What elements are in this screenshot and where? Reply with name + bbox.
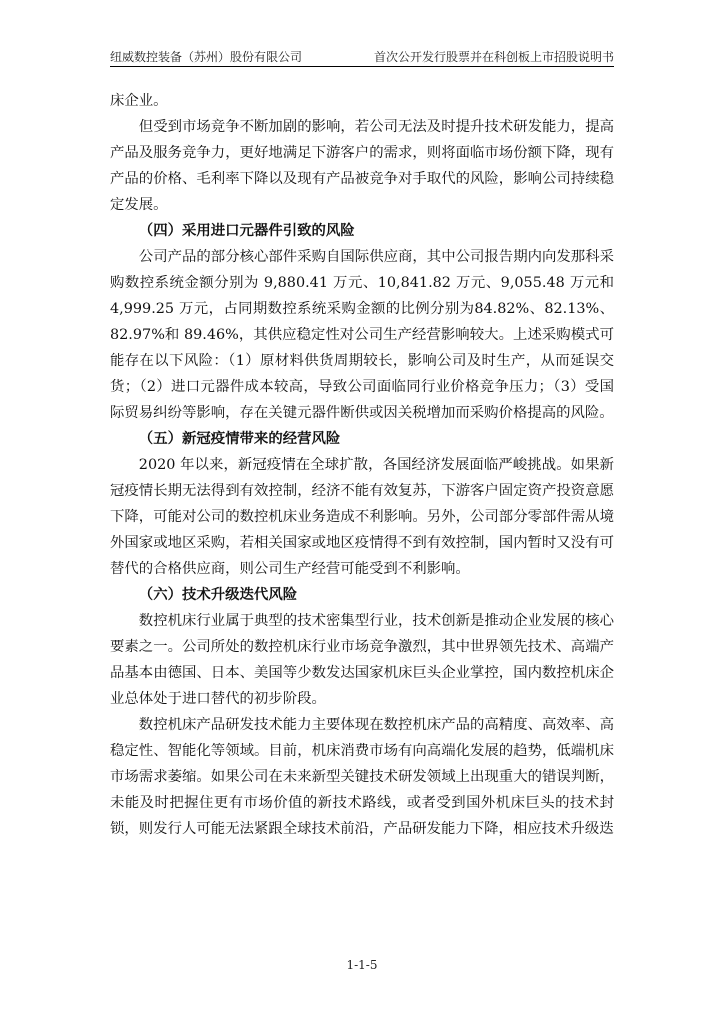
paragraph-continued: 床企业。 [110,93,168,109]
section-heading-imported-components: （四）采用进口元器件引致的风险 [138,223,355,239]
header-document-title: 首次公开发行股票并在科创板上市招股说明书 [373,50,614,64]
page-header [110,44,614,67]
paragraph-imported-components: 公司产品的部分核心部件采购自国际供应商，其中公司报告期内向发那科采购数控系统金额分别为 9,880.41 万元、10,841.82 万元、9,055.48 万元和 4,999.25 万元，占同期数控系统采购金额的比例分别为84.82%、82.13%、82.97%和 89.46%，其供应稳定性对公司生产经营影响较大。上述采购模式可能存在以下风险：（1）原材料供货周期较长，影响公司及时生产，从而延误交货；（2）进口元器件成本较高，导致公司面临同行业价格竞争压力；（3）受国际贸易纠纷等影响，存在关键元器件断供或因关税增加而采购价格提高的风险。 [110,249,614,421]
paragraph-tech-industry: 数控机床行业属于典型的技术密集型行业，技术创新是推动企业发展的核心要素之一。公司所处的数控机床行业市场竞争激烈，其中世界领先技术、高端产品基本由德国、日本、美国等少数发达国家机床巨头企业掌控，国内数控机床企业总体处于进口替代的初步阶段。 [110,613,614,707]
paragraph-covid: 2020 年以来，新冠疫情在全球扩散，各国经济发展面临严峻挑战。如果新冠疫情长期无法得到有效控制，经济不能有效复苏，下游客户固定资产投资意愿下降，可能对公司的数控机床业务造成不利影响。另外，公司部分零部件需从境外国家或地区采购，若相关国家或地区疫情得不到有效控制，国内暂时又没有可替代的合格供应商，则公司生产经营可能受到不利影响。 [110,457,614,577]
paragraph-market-competition: 但受到市场竞争不断加剧的影响，若公司无法及时提升技术研发能力，提高产品及服务竞争力，更好地满足下游客户的需求，则将面临市场份额下降，现有产品的价格、毛利率下降以及现有产品被竞争对手取代的风险，影响公司持续稳定发展。 [110,119,614,213]
section-heading-covid: （五）新冠疫情带来的经营风险 [138,431,341,447]
page-number: 1-1-5 [346,958,378,972]
header-company-name: 纽威数控装备（苏州）股份有限公司 [110,50,303,64]
section-heading-tech-upgrade: （六）技术升级迭代风险 [138,587,298,603]
document-body [110,88,614,842]
paragraph-tech-capability: 数控机床产品研发技术能力主要体现在数控机床产品的高精度、高效率、高稳定性、智能化等领域。目前，机床消费市场有向高端化发展的趋势，低端机床市场需求萎缩。如果公司在未来新型关键技术研发领域上出现重大的错误判断，未能及时把握住更有市场价值的新技术路线，或者受到国外机床巨头的技术封锁，则发行人可能无法紧跟全球技术前沿，产品研发能力下降，相应技术升级迭 [110,717,614,837]
